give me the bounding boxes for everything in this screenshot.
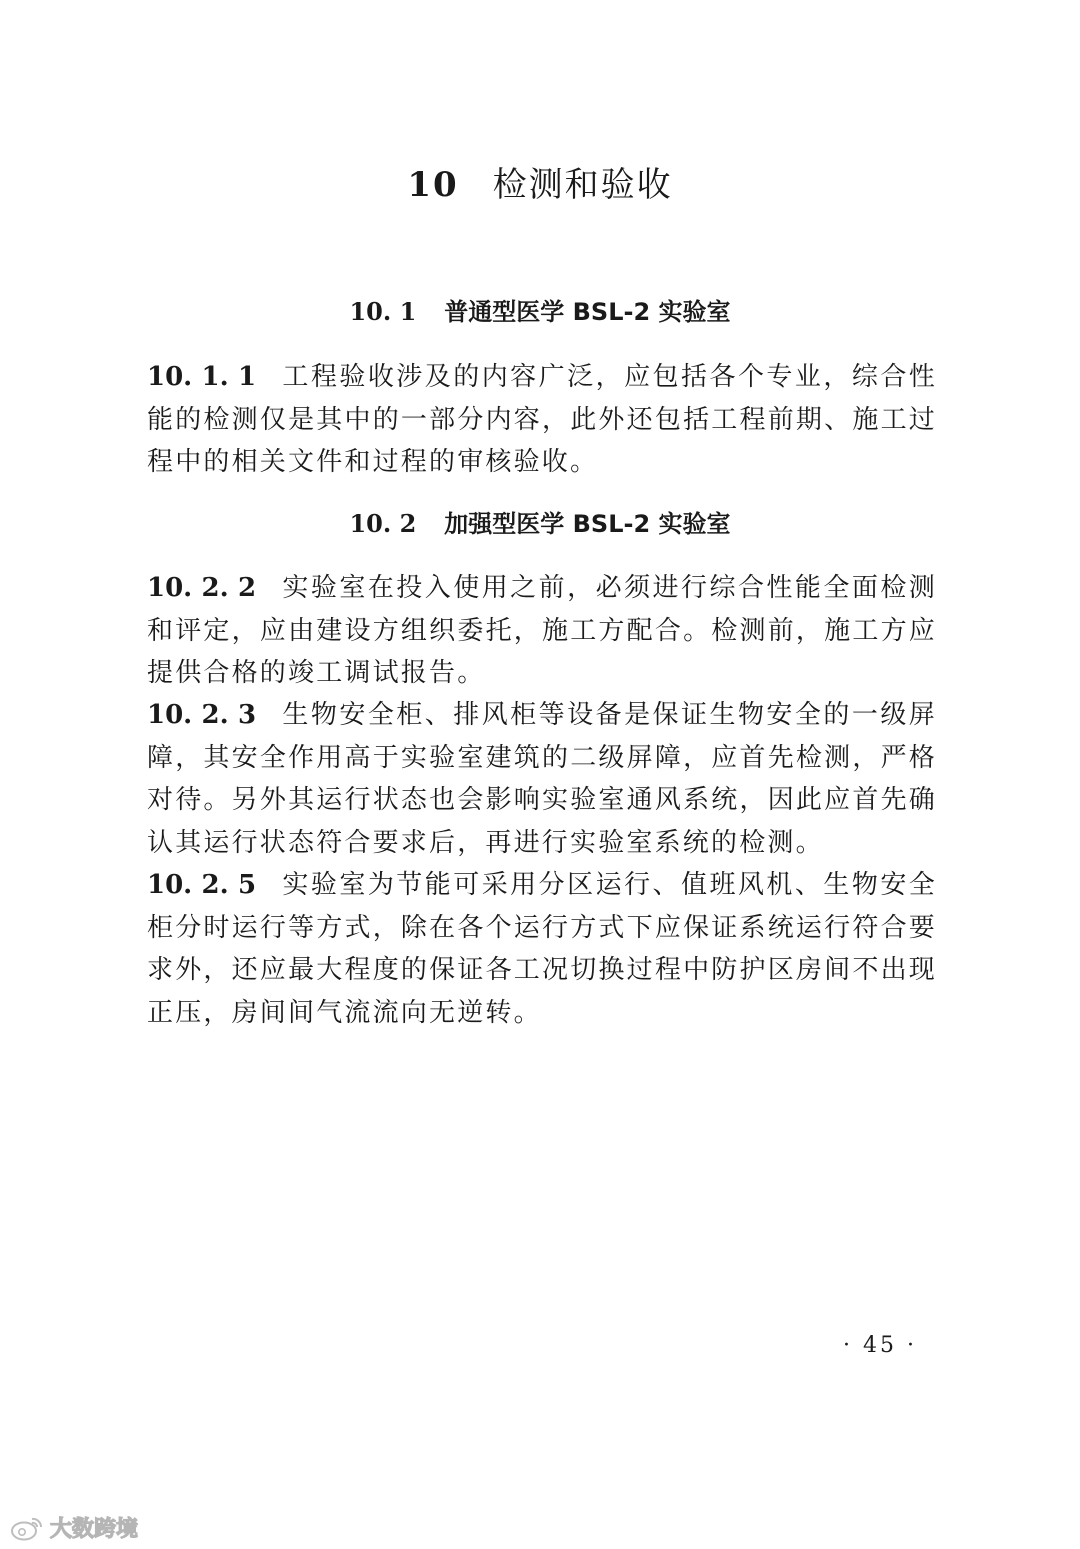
clause-number: 10. 2. 2 [147, 573, 257, 603]
clause-text: 实验室在投入使用之前，必须进行综合性能全面检测和评定，应由建设方组织委托，施工方配合。检测前，施工方应提供合格的竣工调试报告。 [147, 573, 937, 688]
chapter-title [0, 160, 1080, 210]
watermark [10, 1512, 138, 1543]
section-title: 加强型医学 BSL-2 实验室 [444, 510, 731, 538]
clause-text: 实验室为节能可采用分区运行、值班风机、生物安全柜分时运行等方式，除在各个运行方式下应保证系统运行符合要求外，还应最大程度的保证各工况切换过程中防护区房间不出现正压，房间间气流流向无逆转。 [147, 870, 937, 1028]
weibo-logo-icon [10, 1515, 44, 1541]
clause-number: 10. 2. 5 [147, 870, 257, 900]
clause-10-2-5 [147, 864, 937, 1034]
clause-number: 10. 2. 3 [147, 700, 257, 730]
chapter-number: 10 [407, 165, 459, 205]
section-heading-10-2 [0, 506, 1080, 542]
clause-10-1-1 [147, 356, 937, 484]
clause-text: 生物安全柜、排风柜等设备是保证生物安全的一级屏障，其安全作用高于实验室建筑的二级屏障，应首先检测，严格对待。另外其运行状态也会影响实验室通风系统，因此应首先确认其运行状态符合要求后，再进行实验室系统的检测。 [147, 700, 937, 858]
page-number: · 45 · [843, 1333, 917, 1358]
clause-number: 10. 1. 1 [147, 362, 257, 392]
clause-10-2-2 [147, 567, 937, 695]
clause-10-2-3 [147, 694, 937, 864]
section-title: 普通型医学 BSL-2 实验室 [444, 298, 731, 326]
section-number: 10. 2 [349, 509, 417, 538]
section-heading-10-1 [0, 294, 1080, 330]
watermark-text: 大数跨境 [50, 1517, 139, 1542]
chapter-title-text: 检测和验收 [492, 165, 673, 205]
section-number: 10. 1 [349, 297, 417, 326]
clause-text: 工程验收涉及的内容广泛，应包括各个专业，综合性能的检测仅是其中的一部分内容，此外还包括工程前期、施工过程中的相关文件和过程的审核验收。 [147, 362, 937, 477]
